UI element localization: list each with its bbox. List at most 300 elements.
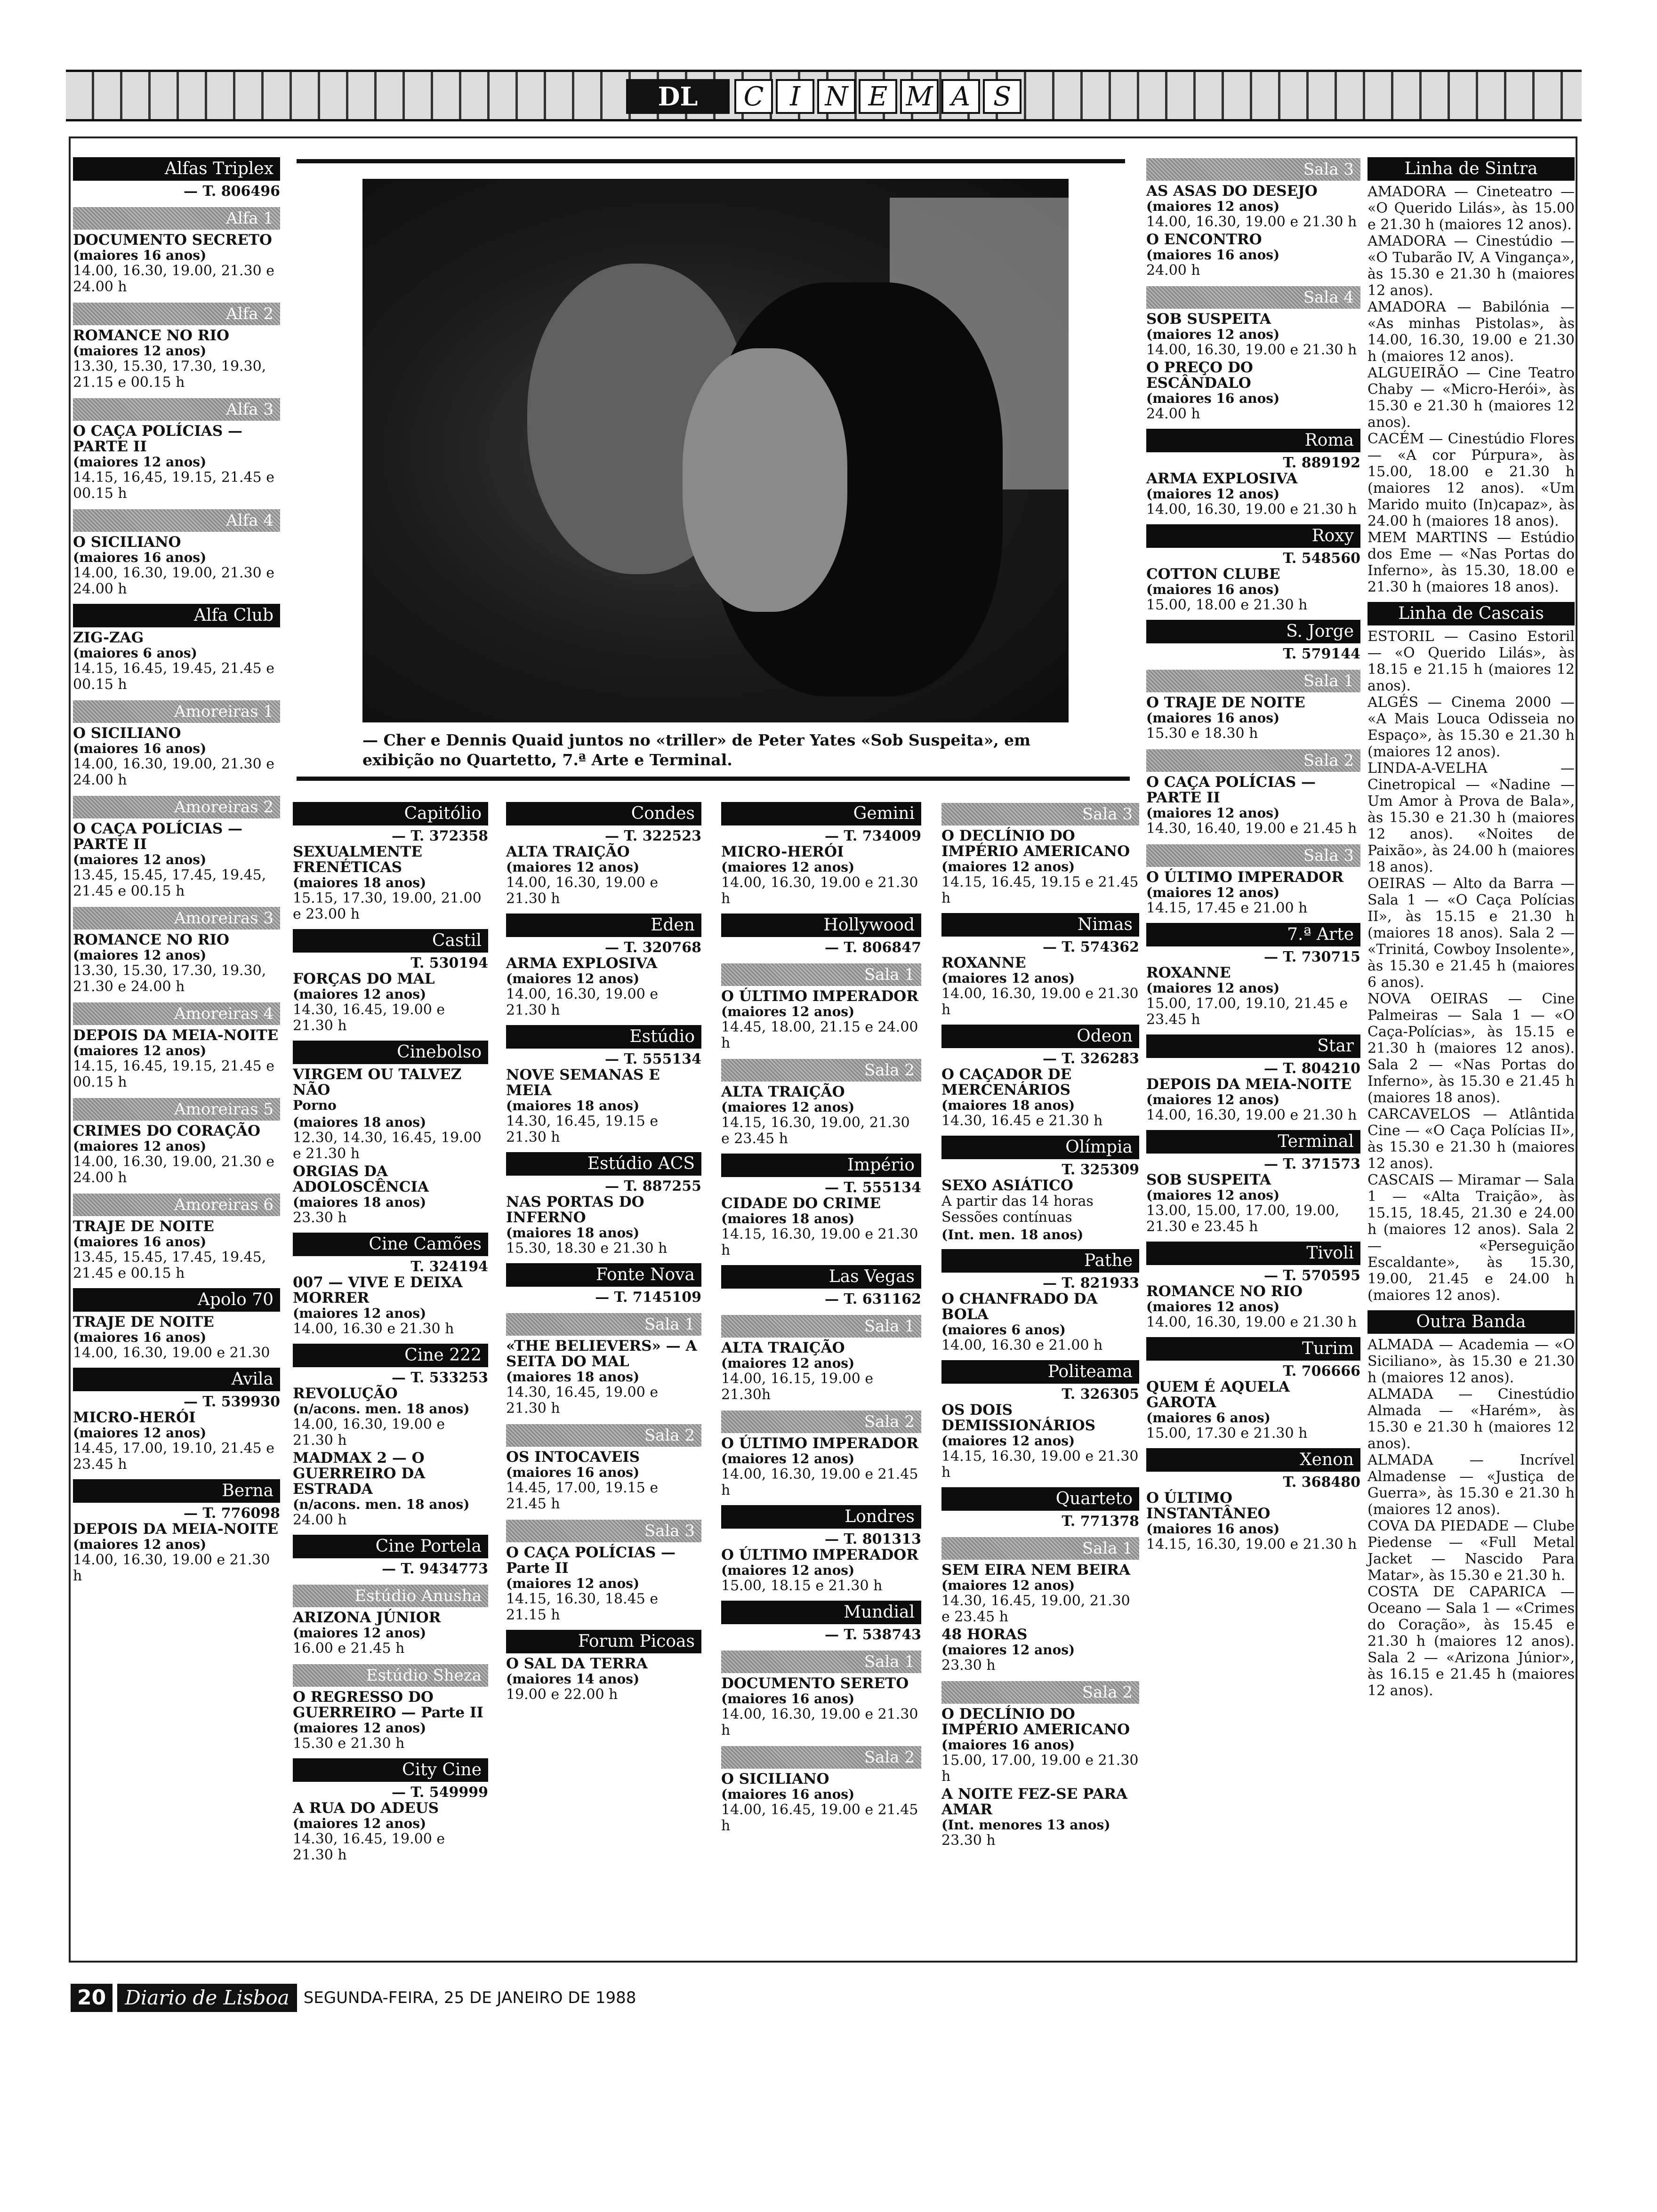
film-still-photo — [362, 179, 1069, 722]
film-title: ARMA EXPLOSIVA — [1146, 470, 1298, 487]
cinema-name: Alfas Triplex — [73, 157, 280, 181]
film-title: ALTA TRAIÇÃO — [721, 1339, 845, 1356]
film-entry — [293, 844, 488, 922]
showtimes: 14.00, 16.15, 19.00 e 21.30h — [721, 1370, 874, 1403]
showtimes: 15.00, 18.00 e 21.30 h — [1146, 597, 1308, 613]
film-entry — [293, 971, 488, 1034]
showtimes: 19.00 e 22.00 h — [506, 1686, 618, 1703]
showtimes: 14.00, 16.30, 19.00 e 21.30 — [73, 1345, 270, 1361]
showtimes: 14.00, 16.30, 19.00 e 21.30 h — [506, 986, 659, 1018]
age-rating: (maiores 12 anos) — [506, 1576, 640, 1591]
age-rating: (maiores 12 anos) — [1146, 1187, 1280, 1203]
showtimes: 14.15, 17.45 e 21.00 h — [1146, 900, 1308, 916]
age-rating: (maiores 12 anos) — [1146, 1092, 1280, 1107]
showtimes: 15.30, 18.30 e 21.30 h — [506, 1240, 668, 1257]
age-rating: (maiores 18 anos) — [941, 1098, 1075, 1113]
age-rating: (maiores 12 anos) — [1146, 980, 1280, 996]
cinema-name: Nimas — [941, 913, 1139, 937]
screen-name: Sala 1 — [721, 1651, 921, 1673]
age-rating: (maiores 18 anos) — [721, 1211, 855, 1226]
film-title: DEPOIS DA MEIA-NOITE — [73, 1521, 279, 1538]
age-rating: (Int. men. 18 anos) — [941, 1227, 1084, 1242]
phone-number: T. 326305 — [1062, 1386, 1139, 1403]
film-title: O ENCONTRO — [1146, 231, 1262, 248]
showtimes: 14.15, 16.30, 19.00 e 21.30 h — [1146, 1536, 1357, 1553]
cinema-name: Cinebolso — [293, 1041, 488, 1064]
film-title: ARIZONA JÚNIOR — [293, 1609, 441, 1626]
age-rating: (maiores 12 anos) — [506, 971, 640, 986]
age-rating: (n/acons. men. 18 anos) — [293, 1497, 470, 1512]
film-entry — [721, 1340, 921, 1403]
film-entry — [293, 1164, 488, 1226]
showtimes: 15.15, 17.30, 19.00, 21.00 e 23.00 h — [293, 890, 482, 922]
film-entry — [73, 232, 280, 295]
phone-number: — T. 776098 — [183, 1505, 280, 1522]
screen-name: Sala 3 — [506, 1520, 701, 1542]
screen-name: Sala 4 — [1146, 286, 1360, 309]
age-rating: (maiores 16 anos) — [73, 550, 207, 565]
film-entry — [73, 328, 280, 391]
film-entry — [506, 956, 701, 1018]
showtimes: 24.00 h — [1146, 262, 1200, 279]
film-entry — [293, 1690, 488, 1752]
film-entry — [1146, 1172, 1360, 1235]
showtimes: 14.00, 16.30, 19.00 e 21.30 h — [506, 874, 659, 907]
phone-number: — T. 631162 — [824, 1291, 921, 1307]
screen-name: Estúdio Sheza — [293, 1664, 488, 1687]
showtimes: 14.00, 16.30, 19.00, 21.30 e 24.00 h — [73, 263, 275, 295]
phone-number: — T. 555134 — [604, 1051, 701, 1067]
showtimes: 14.00, 16.30, 19.00 e 21.45 h — [721, 1466, 918, 1499]
cinema-name: Avila — [73, 1368, 280, 1391]
showtimes: 14.30, 16.45, 19.15 e 21.30 h — [506, 1113, 659, 1146]
cinema-name: Estúdio ACS — [506, 1152, 701, 1176]
film-title: ARMA EXPLOSIVA — [506, 955, 658, 972]
film-entry — [73, 1219, 280, 1282]
film-title: TRAJE DE NOITE — [73, 1314, 214, 1330]
showtimes: 14.15, 16.45, 19.45, 21.45 e 00.15 h — [73, 660, 275, 693]
age-rating: (maiores 16 anos) — [721, 1787, 855, 1802]
showtimes: 14.30, 16.45, 19.00, 21.30 e 23.45 h — [941, 1593, 1130, 1625]
film-title: REVOLUÇÃO — [293, 1385, 398, 1402]
screen-name: Sala 1 — [721, 963, 921, 986]
age-rating: (maiores 12 anos) — [293, 1625, 426, 1641]
age-rating: (maiores 16 anos) — [506, 1465, 640, 1480]
showtimes: 14.00, 16.30, 19.00 e 21.30 h — [1146, 342, 1357, 358]
showtimes: 14.15, 16,45, 19.15, 21.45 e 00.15 h — [73, 469, 275, 502]
column-4 — [721, 795, 921, 1836]
phone-number: — T. 555134 — [824, 1179, 921, 1196]
film-entry — [293, 1610, 488, 1657]
showtimes: 14.00, 16.30, 19.00 e 21.30 h — [1146, 1314, 1357, 1330]
age-rating: (maiores 12 anos) — [73, 454, 207, 470]
film-title: MICRO-HERÓI — [73, 1409, 196, 1426]
phone-number: — T. 801313 — [824, 1531, 921, 1547]
film-title: NOVE SEMANAS E MEIA — [506, 1066, 660, 1099]
cinema-name: Odeon — [941, 1025, 1139, 1048]
showtimes: 14.15, 16.45, 19.15, 21.45 e 00.15 h — [73, 1058, 275, 1090]
age-rating: (maiores 12 anos) — [721, 1451, 855, 1467]
showtimes: 14.15, 16.30, 18.45 e 21.15 h — [506, 1591, 659, 1623]
age-rating: (maiores 12 anos) — [293, 1306, 426, 1321]
phone-number: — T. 549999 — [391, 1784, 488, 1801]
age-rating: (maiores 12 anos) — [506, 859, 640, 875]
film-entry — [941, 1707, 1139, 1785]
photo-top-rule — [297, 159, 1125, 163]
phone-number: — T. 371573 — [1263, 1156, 1360, 1172]
film-entry — [1146, 1379, 1360, 1442]
screen-name: Sala 1 — [1146, 670, 1360, 692]
age-rating: (maiores 12 anos) — [721, 1004, 855, 1019]
showtimes: 23.30 h — [941, 1657, 996, 1674]
screen-name: Sala 3 — [941, 803, 1139, 825]
age-rating: (maiores 12 anos) — [941, 859, 1075, 874]
phone-number: — T. 730715 — [1263, 949, 1360, 965]
screen-name: Sala 1 — [506, 1313, 701, 1336]
film-title: O SICILIANO — [73, 534, 181, 551]
phone-number: — T. 804210 — [1263, 1060, 1360, 1077]
section-letter: S — [983, 79, 1022, 114]
age-rating: (maiores 12 anos) — [73, 1537, 207, 1552]
listing-paragraph: ALGUEIRÃO — Cine Teatro Chaby — «Micro-Herói», às 15.30 e 21.30 h (maiores 12 anos). — [1367, 365, 1575, 431]
column-3 — [506, 795, 701, 1705]
showtimes: 14.30, 16.45, 19.00 e 21.30 h — [506, 1384, 659, 1417]
showtimes: 14.00, 16.30, 19.00 e 21.30 h — [293, 1416, 445, 1449]
column-5 — [1146, 151, 1360, 1555]
phone-number: — T. 734009 — [824, 828, 921, 844]
film-entry — [506, 1194, 701, 1257]
showtimes: 14.00, 16.30, 19.00, 21.30 e 24.00 h — [73, 565, 275, 597]
showtimes: 14.30, 16.45 e 21.30 h — [941, 1113, 1103, 1129]
film-entry — [73, 821, 280, 899]
age-rating: (maiores 12 anos) — [721, 1099, 855, 1115]
showtimes: 14.00, 16.30, 19.00 e 21.30 h — [1146, 1107, 1357, 1123]
film-entry — [941, 1627, 1139, 1674]
showtimes: 12.30, 14.30, 16.45, 19.00 e 21.30 h — [293, 1130, 482, 1162]
age-rating: (maiores 16 anos) — [1146, 391, 1280, 406]
film-entry — [1146, 567, 1360, 613]
listing-paragraph: LINDA-A-VELHA — Cinetropical — «Nadine — Um Amor à Prova de Bala», às 15.30 e 21.30 h (maiores 12 anos). «Noites de Paixão», às 24.00 h (maiores 18 anos). — [1367, 760, 1575, 875]
showtimes: 13.45, 15.45, 17.45, 19.45, 21.45 e 00.15 h — [73, 1249, 266, 1282]
film-title: O ÚLTIMO IMPERADOR — [721, 1435, 918, 1452]
listing-paragraph: AMADORA — Cinestúdio — «O Tubarão IV, A Vingança», às 15.30 e 21.30 h (maiores 12 anos). — [1367, 233, 1575, 299]
film-entry — [721, 1547, 921, 1594]
film-title: VIRGEM OU TALVEZ NÃO — [293, 1066, 462, 1098]
film-title: ZIG-ZAG — [73, 629, 144, 646]
phone-number: T. 771378 — [1062, 1513, 1139, 1530]
phone-number: T. 579144 — [1283, 646, 1360, 662]
age-rating: (maiores 6 anos) — [941, 1322, 1066, 1338]
film-entry — [1146, 1284, 1360, 1330]
film-title: ROXANNE — [1146, 964, 1231, 981]
cinema-name: Capitólio — [293, 802, 488, 825]
cinema-name: Pathe — [941, 1249, 1139, 1273]
film-entry — [941, 1178, 1139, 1226]
phone-number: — T. 538743 — [824, 1627, 921, 1643]
showtimes: 14.15, 16.30, 19.00 e 21.30 h — [721, 1226, 918, 1258]
section-letter: A — [941, 79, 980, 114]
age-rating: (maiores 16 anos) — [73, 1330, 207, 1345]
age-rating: (maiores 18 anos) — [293, 1114, 426, 1130]
film-title: SOB SUSPEITA — [1146, 311, 1271, 328]
film-entry — [941, 955, 1139, 1018]
film-title: DOCUMENTO SECRETO — [73, 232, 272, 248]
phone-number: T. 548560 — [1283, 550, 1360, 567]
listing-paragraph: ALMADA — Academia — «O Siciliano», às 15.30 e 21.30 h (maiores 12 anos). — [1367, 1337, 1575, 1386]
column-6 — [1367, 151, 1575, 1699]
film-title: ALTA TRAIÇÃO — [721, 1083, 845, 1100]
film-title: CIDADE DO CRIME — [721, 1195, 881, 1212]
film-entry — [721, 1771, 921, 1834]
film-entry — [1146, 1077, 1360, 1123]
cinema-name: Condes — [506, 802, 701, 825]
age-rating: (n/acons. men. 18 anos) — [293, 1401, 470, 1417]
listing-paragraph: AMADORA — Babilónia — «As minhas Pistolas», às 14.00, 16.30, 19.00 e 21.30 h (maiores 12 anos). — [1367, 299, 1575, 365]
screen-name: Amoreiras 4 — [73, 1002, 280, 1025]
film-title: O CAÇA POLÍCIAS — Parte II — [506, 1544, 676, 1577]
cinema-name: Terminal — [1146, 1130, 1360, 1154]
film-entry — [73, 630, 280, 693]
film-title: O CAÇA POLÍCIAS — PARTE II — [73, 423, 243, 455]
age-rating: (maiores 12 anos) — [73, 1138, 207, 1154]
cinema-name: Politeama — [941, 1360, 1139, 1384]
film-title: O DECLÍNIO DO IMPÉRIO AMERICANO — [941, 1706, 1130, 1738]
showtimes: 14.15, 16.30, 19.00 e 21.30 h — [941, 1448, 1139, 1481]
showtimes: 14.00, 16.30 e 21.00 h — [941, 1337, 1103, 1354]
film-title: O SICILIANO — [73, 725, 181, 742]
film-title: ROMANCE NO RIO — [73, 327, 229, 344]
phone-number: — T. 539930 — [183, 1394, 280, 1410]
cinema-name: Alfa Club — [73, 604, 280, 627]
phone-number: T. 325309 — [1062, 1162, 1139, 1178]
phone-number: — T. 887255 — [604, 1178, 701, 1194]
film-entry — [1146, 1491, 1360, 1553]
showtimes: 14.30, 16.45, 19.00 e 21.30 h — [293, 1831, 445, 1863]
age-rating: (maiores 12 anos) — [293, 1816, 426, 1831]
cinema-name: Xenon — [1146, 1448, 1360, 1472]
screen-name: Amoreiras 5 — [73, 1098, 280, 1121]
film-title: O TRAJE DE NOITE — [1146, 694, 1305, 711]
showtimes: 15.00, 18.15 e 21.30 h — [721, 1578, 883, 1594]
film-title: O CAÇA POLÍCIAS — PARTE II — [1146, 774, 1316, 806]
age-rating: (maiores 18 anos) — [506, 1098, 640, 1114]
film-title: MICRO-HERÓI — [721, 843, 844, 860]
screen-name: Amoreiras 2 — [73, 796, 280, 818]
film-entry — [1146, 695, 1360, 742]
phone-number: T. 324194 — [410, 1258, 488, 1275]
film-entry — [721, 1084, 921, 1147]
cinema-name: Tivoli — [1146, 1242, 1360, 1265]
phone-number: — T. 9434773 — [382, 1561, 488, 1577]
cinema-name: 7.ª Arte — [1146, 923, 1360, 946]
issue-date: SEGUNDA-FEIRA, 25 DE JANEIRO DE 1988 — [303, 1988, 636, 2007]
listing-paragraph: CARCAVELOS — Atlântida Cine — «O Caça Polícias II», às 15.30 e 21.30 h (maiores 12 anos). — [1367, 1106, 1575, 1172]
showtimes: 24.00 h — [293, 1512, 347, 1528]
age-rating: (maiores 12 anos) — [941, 1642, 1075, 1658]
film-title: O ÚLTIMO IMPERADOR — [1146, 869, 1343, 886]
age-rating: (maiores 12 anos) — [721, 1563, 855, 1578]
age-rating: (maiores 12 anos) — [1146, 805, 1280, 821]
listing-paragraph: NOVA OEIRAS — Cine Palmeiras — Sala 1 — «O Caça-Polícias», às 15.15 e 21.30 h (maiores 12 anos). Sala 2 — «Nas Portas do Inferno», às 15.30 e 21.45 h (maiores 18 anos). — [1367, 991, 1575, 1106]
showtimes: 14.00, 16.45, 19.00 e 21.45 h — [721, 1802, 918, 1834]
newspaper-logo: DL — [626, 79, 730, 114]
photo-bottom-rule — [297, 777, 1130, 781]
age-rating: (maiores 16 anos) — [721, 1691, 855, 1707]
showtimes: 14.15, 16.30, 19.00, 21.30 e 23.45 h — [721, 1114, 910, 1147]
film-title: OS INTOCAVEIS — [506, 1449, 640, 1466]
phone-number: — T. 7145109 — [595, 1289, 701, 1306]
phone-number: T. 530194 — [410, 955, 488, 971]
age-rating: (maiores 18 anos) — [506, 1225, 640, 1241]
screen-name: Alfa 3 — [73, 398, 280, 421]
showtimes: 15.00, 17.00, 19.10, 21.45 e 23.45 h — [1146, 995, 1348, 1028]
film-entry — [941, 1403, 1139, 1481]
age-rating: (maiores 12 anos) — [73, 947, 207, 963]
film-title: DEPOIS DA MEIA-NOITE — [1146, 1076, 1352, 1093]
showtimes: 14.45, 17.00, 19.15 e 21.45 h — [506, 1480, 659, 1512]
screen-name: Sala 2 — [721, 1411, 921, 1433]
film-entry — [73, 1410, 280, 1473]
film-title: DEPOIS DA MEIA-NOITE — [73, 1027, 279, 1044]
cinema-name: Star — [1146, 1034, 1360, 1058]
film-title: O PREÇO DO ESCÂNDALO — [1146, 359, 1253, 392]
region-heading: Outra Banda — [1367, 1310, 1575, 1334]
showtimes: 14.00, 16.30, 19.00 e 21.30 h — [1146, 214, 1357, 230]
film-title: SOB SUSPEITA — [1146, 1171, 1271, 1188]
film-title: FORÇAS DO MAL — [293, 970, 435, 987]
listing-paragraph: ALMADA — Incrível Almadense — «Justiça de Guerra», às 15.30 e 21.30 h (maiores 12 anos). — [1367, 1452, 1575, 1518]
photo-caption: — Cher e Dennis Quaid juntos no «triller» de Peter Yates «Sob Suspeita», em exibição no Quartetto, 7.ª Arte e Terminal. — [362, 731, 1031, 769]
phone-number: — T. 821933 — [1042, 1275, 1139, 1291]
cinema-name: Las Vegas — [721, 1265, 921, 1289]
showtimes: 16.00 e 21.45 h — [293, 1640, 405, 1657]
age-rating: (maiores 6 anos) — [73, 645, 197, 661]
age-rating: (maiores 12 anos) — [941, 1578, 1075, 1593]
film-entry — [1146, 965, 1360, 1028]
film-entry — [721, 1676, 921, 1739]
age-rating: (maiores 12 anos) — [293, 1720, 426, 1736]
showtimes: 13.30, 15.30, 17.30, 19.30, 21.15 e 00.15 h — [73, 358, 266, 391]
screen-name: Estúdio Anusha — [293, 1585, 488, 1607]
film-entry — [721, 1196, 921, 1258]
showtimes: 15.00, 17.00, 19.00 e 21.30 h — [941, 1752, 1139, 1785]
film-title: MADMAX 2 — O GUERREIRO DA ESTRADA — [293, 1450, 426, 1498]
cinema-name: Apolo 70 — [73, 1288, 280, 1312]
showtimes: 14.00, 16.30, 19.00 e 21.30 h — [721, 874, 918, 907]
film-entry — [293, 1115, 488, 1162]
section-letter: N — [817, 79, 856, 114]
film-title: SEM EIRA NEM BEIRA — [941, 1562, 1131, 1579]
cinema-name: Castil — [293, 929, 488, 953]
age-rating: (maiores 16 anos) — [1146, 1521, 1280, 1537]
film-title: AS ASAS DO DESEJO — [1146, 183, 1318, 200]
age-rating: (maiores 12 anos) — [1146, 1299, 1280, 1314]
cinema-name: Roma — [1146, 429, 1360, 452]
film-entry — [293, 1275, 488, 1337]
film-entry — [73, 1123, 280, 1186]
region-heading: Linha de Cascais — [1367, 602, 1575, 625]
showtimes: 14.00, 16.30, 19.00 e 21.30 h — [941, 986, 1139, 1018]
film-entry — [941, 1291, 1139, 1354]
film-title: O ÚLTIMO INSTANTÂNEO — [1146, 1490, 1271, 1522]
showtimes: 15.00, 17.30 e 21.30 h — [1146, 1425, 1308, 1442]
phone-number: — T. 574362 — [1042, 939, 1139, 955]
film-title: O CHANFRADO DA BOLA — [941, 1290, 1098, 1323]
film-entry — [941, 1067, 1139, 1129]
film-entry — [1146, 775, 1360, 837]
showtimes: 14.00, 16.30, 19.00 e 21.30 h — [1146, 501, 1357, 518]
film-title: COTTON CLUBE — [1146, 566, 1280, 583]
film-entry — [506, 1656, 701, 1703]
age-rating: (maiores 16 anos) — [73, 248, 207, 263]
listing-paragraph: ALMADA — Cinestúdio Almada — «Harém», às 15.30 e 21.30 h (maiores 12 anos). — [1367, 1386, 1575, 1452]
film-entry — [721, 989, 921, 1051]
screen-name: Amoreiras 3 — [73, 907, 280, 930]
age-rating: (maiores 16 anos) — [1146, 582, 1280, 597]
showtimes: 14.00, 16.30 e 21.30 h — [293, 1321, 454, 1337]
listing-paragraph: AMADORA — Cineteatro — «O Querido Lilás», às 15.00 e 21.30 h (maiores 12 anos). — [1367, 184, 1575, 233]
age-rating: (maiores 12 anos) — [721, 1355, 855, 1371]
page-footer — [71, 1984, 636, 2012]
film-entry — [73, 1314, 280, 1361]
cinema-name: Roxy — [1146, 524, 1360, 548]
phone-number: — T. 806496 — [183, 183, 280, 200]
region-heading: Linha de Sintra — [1367, 157, 1575, 181]
screen-name: Sala 1 — [941, 1537, 1139, 1560]
showtimes: A partir das 14 horas Sessões contínuas — [941, 1193, 1094, 1226]
screen-name: Sala 3 — [1146, 844, 1360, 867]
screen-name: Sala 2 — [506, 1424, 701, 1447]
age-rating: (maiores 14 anos) — [506, 1671, 640, 1687]
newspaper-name: Diario de Lisboa — [117, 1984, 297, 2012]
cinema-name: S. Jorge — [1146, 620, 1360, 643]
phone-number: — T. 533253 — [391, 1370, 488, 1386]
phone-number: T. 368480 — [1283, 1474, 1360, 1491]
film-entry — [506, 1545, 701, 1623]
cinema-name: Quarteto — [941, 1487, 1139, 1511]
screen-name: Sala 2 — [941, 1681, 1139, 1704]
film-title: O REGRESSO DO GUERREIRO — Parte II — [293, 1689, 483, 1721]
film-title: ROMANCE NO RIO — [1146, 1283, 1303, 1300]
phone-number: — T. 322523 — [604, 828, 701, 844]
film-title: OS DOIS DEMISSIONÁRIOS — [941, 1402, 1095, 1434]
page-number: 20 — [71, 1984, 113, 2012]
film-title: NAS PORTAS DO INFERNO — [506, 1194, 644, 1226]
film-title: SEXO ASIÁTICO — [941, 1177, 1073, 1194]
screen-name: Sala 3 — [1146, 158, 1360, 181]
film-entry — [941, 1227, 1139, 1242]
showtimes: 14.00, 16.30, 19.00 e 21.30 h — [73, 1552, 270, 1584]
showtimes: 14.00, 16.30, 19.00, 21.30 e 24.00 h — [73, 756, 275, 788]
age-rating: (maiores 18 anos) — [506, 1369, 640, 1385]
film-entry — [293, 1386, 488, 1449]
film-entry — [506, 1067, 701, 1146]
age-rating: (maiores 16 anos) — [73, 1234, 207, 1250]
age-rating: (maiores 12 anos) — [1146, 486, 1280, 502]
showtimes: 14.00, 16.30, 19.00 e 21.30 h — [721, 1706, 918, 1739]
showtimes: 15.30 e 18.30 h — [1146, 725, 1258, 742]
film-entry — [73, 726, 280, 788]
film-title: ORGIAS DA ADOLOSCÊNCIA — [293, 1163, 429, 1195]
screen-name: Sala 2 — [721, 1746, 921, 1769]
screen-name: Sala 2 — [1146, 749, 1360, 772]
screen-name: Amoreiras 6 — [73, 1194, 280, 1216]
film-title: A NOITE FEZ-SE PARA AMAR — [941, 1786, 1128, 1818]
section-letter: C — [734, 79, 773, 114]
age-rating: (maiores 12 anos) — [941, 1433, 1075, 1449]
cinema-name: Fonte Nova — [506, 1263, 701, 1287]
age-rating: (maiores 12 anos) — [73, 343, 207, 359]
